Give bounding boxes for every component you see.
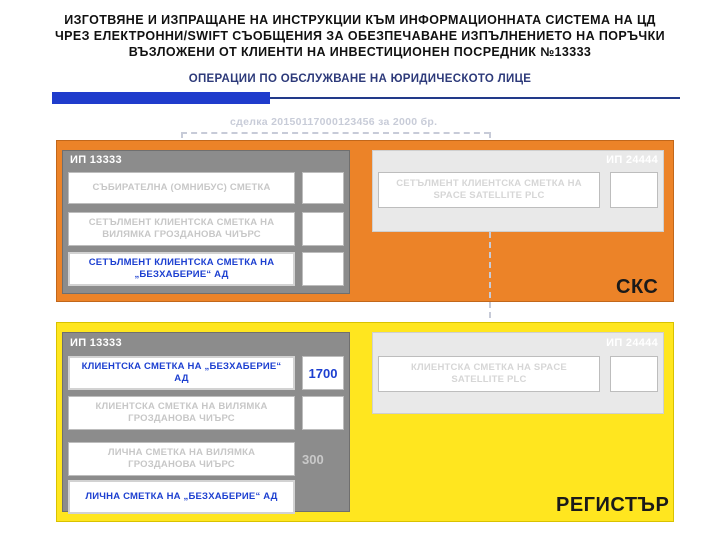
accent-bar [52, 92, 270, 104]
csd-account-bezhaberie[interactable]: СЕТЪЛМЕНТ КЛИЕНТСКА СМЕТКА НА „БЕЗХАБЕРИЕ“ АД [68, 252, 295, 286]
transfer-label: сделка 20150117000123456 за 2000 бр. [230, 116, 438, 128]
csd-account-space-satellite-qty [610, 172, 658, 208]
register-account-bezhaberie-personal[interactable]: ЛИЧНА СМЕТКА НА „БЕЗХАБЕРИЕ“ АД [68, 480, 295, 514]
csd-account-space-satellite[interactable]: СЕТЪЛМЕНТ КЛИЕНТСКА СМЕТКА НА SPACE SATELLITE PLC [378, 172, 600, 208]
csd-account-omnibus-qty [302, 172, 344, 204]
csd-account-omnibus[interactable]: СЪБИРАТЕЛНА (ОМНИБУС) СМЕТКА [68, 172, 295, 204]
section-subtitle: ОПЕРАЦИИ ПО ОБСЛУЖВАНЕ НА ЮРИДИЧЕСКОТО ЛИЦЕ [188, 73, 532, 85]
register-account-space-satellite-qty [610, 356, 658, 392]
csd-account-chiurs-qty [302, 212, 344, 246]
register-account-bezhaberie-client[interactable]: КЛИЕНТСКА СМЕТКА НА „БЕЗХАБЕРИЕ“ АД [68, 356, 295, 390]
transfer-connector-top [181, 132, 490, 134]
page-title [20, 12, 700, 60]
register-label: РЕГИСТЪР [556, 494, 670, 516]
register-account-chiurs-client[interactable]: КЛИЕНТСКА СМЕТКА НА ВИЛЯМКА ГРОЗДАНОВА ЧИЪРС [68, 396, 295, 430]
register-account-chiurs-personal[interactable]: ЛИЧНА СМЕТКА НА ВИЛЯМКА ГРОЗДАНОВА ЧИЪРС [68, 442, 295, 476]
title-line-3: ВЪЗЛОЖЕНИ ОТ КЛИЕНТИ НА ИНВЕСТИЦИОНЕН ПОСРЕДНИК №13333 [128, 45, 592, 59]
register-account-chiurs-client-qty [302, 396, 344, 430]
title-line-2: ЧРЕЗ ЕЛЕКТРОННИ/SWIFT СЪОБЩЕНИЯ ЗА ОБЕЗПЕЧАВАНЕ ИЗПЪЛНЕНИЕТО НА ПОРЪЧКИ [54, 29, 666, 43]
register-ip-left-label: ИП 13333 [70, 337, 122, 349]
csd-ip-left-label: ИП 13333 [70, 154, 122, 166]
accent-rule [270, 97, 680, 99]
register-account-chiurs-personal-qty: 300 [302, 451, 324, 467]
csd-ip-right-label: ИП 24444 [606, 154, 658, 166]
csd-account-bezhaberie-qty [302, 252, 344, 286]
register-account-space-satellite[interactable]: КЛИЕНТСКА СМЕТКА НА SPACE SATELLITE PLC [378, 356, 600, 392]
csd-label: СКС [616, 276, 659, 298]
register-ip-right-label: ИП 24444 [606, 337, 658, 349]
register-account-bezhaberie-client-qty: 1700 [302, 356, 344, 390]
title-line-1: ИЗГОТВЯНЕ И ИЗПРАЩАНЕ НА ИНСТРУКЦИИ КЪМ ИНФОРМАЦИОННАТА СИСТЕМА НА ЦД [64, 13, 656, 27]
csd-account-chiurs[interactable]: СЕТЪЛМЕНТ КЛИЕНТСКА СМЕТКА НА ВИЛЯМКА ГРОЗДАНОВА ЧИЪРС [68, 212, 295, 246]
